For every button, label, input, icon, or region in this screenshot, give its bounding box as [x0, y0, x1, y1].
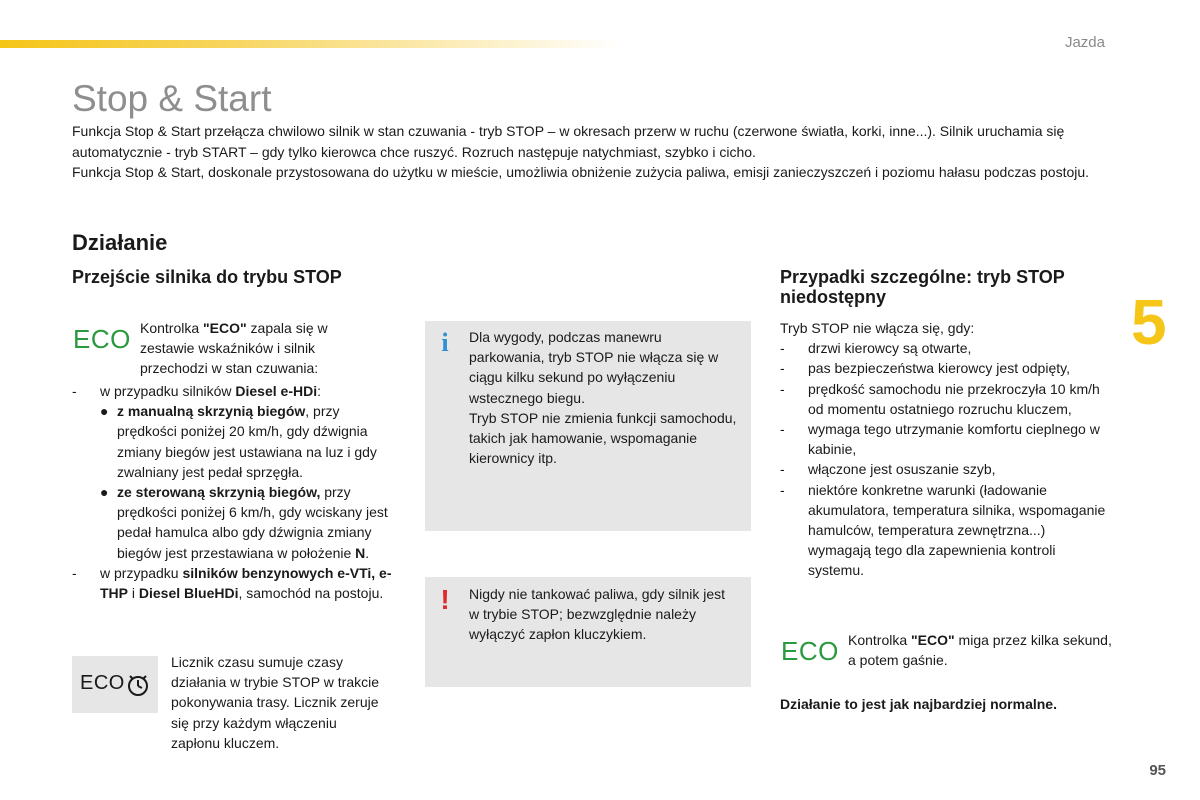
dash-marker: -: [72, 383, 77, 399]
eco-timer-icon-box: [72, 656, 158, 713]
info-text-1: Dla wygody, podczas manewru parkowania, tryb STOP nie włącza się w ciągu kilku sekund po wyłączeniu wstecznego biegu.: [469, 329, 719, 406]
dash-marker: -: [780, 421, 785, 438]
eco-blink-text-a: Kontrolka: [848, 632, 912, 648]
dash2-text-c: i: [128, 585, 139, 602]
list-item: [780, 459, 1110, 479]
dash2-text-e: , samochód na postoju.: [238, 585, 384, 602]
chapter-number: 5: [1131, 286, 1167, 358]
info-icon: i: [441, 328, 449, 357]
dash2-text-a: w przypadku: [100, 564, 183, 581]
eco-indicator-icon: [781, 636, 839, 667]
list-item: [780, 480, 1110, 581]
list-item-text: niektóre konkretne warunki (ładowanie akumulatora, temperatura silnika, wspomaganie hamulców, temperatura zewnętrzna...) wymagają tego dla zapewnienia kontroli systemu.: [808, 481, 1106, 579]
dash1-text-c: :: [317, 383, 321, 399]
list-item: [780, 379, 1110, 419]
info-text: [469, 327, 739, 468]
eco-blink-text-b: "ECO": [911, 632, 955, 648]
list-item-text: drzwi kierowcy są otwarte,: [808, 340, 972, 357]
section-heading-dzialanie: Działanie: [72, 230, 168, 255]
eco-timer-label: ECO: [80, 672, 125, 694]
eco-on-text: [140, 318, 370, 379]
stopwatch-icon: [126, 672, 150, 698]
dash-marker: -: [72, 564, 77, 581]
eco-icon-label: ECO: [781, 636, 839, 666]
dash1-text-b: Diesel e-HDi: [235, 383, 318, 399]
list-item: [72, 563, 400, 603]
intro-paragraph-2: Funkcja Stop & Start, doskonale przystosowana do użytku w mieście, umożliwia obniżenie zużycia paliwa, emisji zanieczyszczeń i poziomu hałasu podczas postoju.: [72, 164, 1090, 180]
list-item: [72, 401, 400, 482]
eco-timer-icon: [80, 672, 125, 695]
intro-text: [72, 121, 1112, 183]
timer-text: Licznik czasu sumuje czasy działania w trybie STOP w trakcie pokonywania trasy. Licznik zeruje się przy każdym włączeniu zapłonu kluczem.: [171, 654, 380, 751]
right-heading: Przypadki szczególne: tryb STOP niedostępny: [780, 267, 1065, 307]
list-item: [72, 381, 400, 401]
list-item-text: prędkość samochodu nie przekroczyła 10 km/h od momentu ostatniego rozruchu kluczem,: [808, 380, 1100, 417]
header-accent-bar: [0, 40, 620, 48]
dash2-text-b: silników benzynowych e-VTi, e-THP: [100, 564, 392, 602]
page-number: 95: [1149, 762, 1166, 779]
dash-marker: -: [780, 340, 785, 357]
bullet1-text-a: z manualną skrzynią biegów: [117, 403, 306, 420]
eco-blink-text: [848, 630, 1113, 670]
list-item: [72, 482, 400, 563]
eco-icon-label: ECO: [73, 324, 131, 354]
eco-blink-text-c: miga przez kilka sekund, a potem gaśnie.: [848, 632, 1112, 669]
warning-text: Nigdy nie tankować paliwa, gdy silnik jest w trybie STOP; bezwzględnie należy wyłączyć zapłon kluczykiem.: [469, 586, 726, 643]
section-name: Jazda: [1064, 34, 1105, 51]
list-item-text: włączone jest osuszanie szyb,: [808, 461, 996, 478]
dash-marker: -: [780, 360, 785, 377]
page-title: Stop & Start: [72, 78, 272, 119]
intro-paragraph-1: Funkcja Stop & Start przełącza chwilowo silnik w stan czuwania - tryb STOP – w okresach przerw w ruchu (czerwone światła, korki, inne...). Silnik uruchamia się automatycznie - tryb START – gdy tylko kierowca chce ruszyć. Rozruch następuje natychmiast, szybko i cicho.: [72, 123, 1065, 160]
info-text-2: Tryb STOP nie zmienia funkcji samochodu, takich jak hamowanie, wspomaganie kierownicy itp.: [469, 409, 737, 467]
normal-note: Działanie to jest jak najbardziej normalne.: [780, 696, 1057, 712]
dash-marker: -: [780, 461, 785, 478]
stop-conditions-list: [72, 381, 400, 603]
eco-indicator-icon: [73, 324, 131, 355]
bullet2-text-a: ze sterowaną skrzynią biegów,: [117, 484, 321, 501]
dash-marker: -: [780, 380, 785, 397]
bullet2-text-d: .: [365, 544, 370, 561]
left-heading: Przejście silnika do trybu STOP: [72, 267, 342, 287]
dash2-text-d: Diesel BlueHDi: [138, 585, 239, 602]
bullet-marker: ●: [100, 403, 109, 420]
dash1-text-a: w przypadku silników: [100, 383, 236, 399]
bullet2-text-b: przy prędkości poniżej 6 km/h, gdy wciskany jest pedał hamulca albo gdy dźwignia zmiany biegów jest przestawiana w położenie: [117, 484, 388, 561]
eco-on-text-b: "ECO": [203, 320, 247, 336]
list-item: [780, 338, 1110, 358]
unavailable-lead: Tryb STOP nie włącza się, gdy:: [780, 320, 975, 336]
eco-on-text-c: zapala się w zestawie wskaźników i silnik przechodzi w stan czuwania:: [140, 320, 328, 377]
list-item: [780, 358, 1110, 378]
eco-on-text-a: Kontrolka: [140, 320, 204, 336]
bullet1-text-b: , przy prędkości poniżej 20 km/h, gdy dźwignia zmiany biegów jest ustawiana na luz i gdy zwalniany jest pedał sprzęgła.: [117, 403, 377, 480]
dash-marker: -: [780, 481, 785, 498]
list-item-text: pas bezpieczeństwa kierowcy jest odpięty,: [808, 360, 1070, 377]
bullet2-text-c: N: [355, 544, 366, 561]
unavailable-list: [780, 318, 1110, 581]
bullet-marker: ●: [100, 484, 109, 501]
list-item-text: wymaga tego utrzymanie komfortu cieplnego w kabinie,: [808, 421, 1100, 458]
warning-icon: !: [440, 584, 450, 615]
list-item: [780, 419, 1110, 459]
